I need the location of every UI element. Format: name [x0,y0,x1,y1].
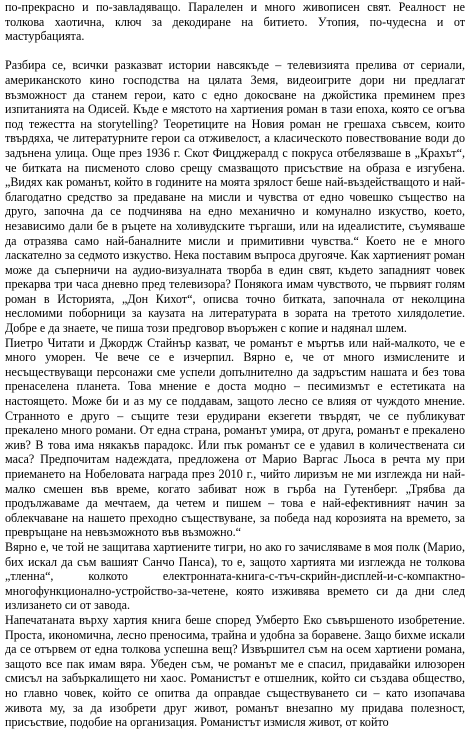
paragraph-gap [5,44,465,59]
paragraph-5: Напечатаната върху хартия книга беше според Умберто Еко съвършеното изобретение. Проста, икономична, лесно преносима, трайна и удобна за боравене. Защо бихме искали да се отървем от една толкова успешна вещ? Извършител съм на осем хартиени романа, защото все пак имам вяра. Убеден съм, че романът ме е спасил, придавайки илюзорен смисъл на забъркалището ни хаос. Романистът е отшелник, който си създава общество, но главно човек, който се опитва да оправдае съществуването си – като изопачава живота му, за да изобрети друг живот, романът внезапно му придава полезност, присъствие, подобие на организация. Романистът измисля живот, от който [5,612,465,730]
paragraph-2: Разбира се, всички разказват истории навсякъде – телевизията прелива от сериали, американското кино господства на цялата Земя, видеоигрите дори ни предлагат възможност да станем герои, като с едно докосване на джойстика преминем през изпитанията на Одисей. Къде е мястото на хартиения роман в тази епоха, която се огъва под тежестта на storytelling? Теоретиците на Новия роман не грешаха съвсем, които твърдяха, че литературните герои са отживелост, а класическото повествование води до задънена улица. Още през 1936 г. Скот Фицджералд с покруса отбелязваше в „Крахът“, че битката на писменото слово срещу смазващото присъствие на образа е изгубена. „Видях как романът, който в годините на моята зрялост беше най-въздействащото и най-благодатно средство за предаване на мисли и чувства от едно човешко същество на друго, започна да се подчинява на едно механично и комунално изкуство, което, независимо дали бе в ръцете на холивудските търгаши, или на идеалистите, съумяваше да отразява само най-баналните мисли и примитивни чувства.“ Което не е много ласкателно за седмото изкуство. Нека поставим въпроса другояче. Как хартиеният роман може да съперничи на аудио-визуалната творба в един свят, където западният човек прекарва три часа дневно пред телевизора? Понякога имам чувството, че първият голям роман в Историята, „Дон Кихот“, описва точно битката, започнала от неколцина несломими поборници за каузата на литературата в зората на третото хилядолетие. Добре е да знаете, че пиша този предговор въоръжен с копие и надянал шлем. [5,58,465,336]
paragraph-3: Пиетро Читати и Джордж Стайнър казват, че романът е мъртъв или най-малкото, че е много уморен. Че вече се е изчерпил. Вярно е, че от много измислените и несъществуващи персонажи сме успели допълнително да задръстим нашата и без това пренаселена планета. Това мнение е доста модно – песимизмът е естетиката на настоящето. Може би и аз му се поддавам, защото лесно се влияя от чуждото мнение. Странното е друго – същите тези ерудирани екзегети твърдят, че се публикуват прекалено много романи. От една страна, романът умира, от друга, романът е прекалено жив? В това има някакъв парадокс. Или пък романът се е удавил в количествената си маса? Предпочитам надеждата, предложена от Марио Варгас Льоса в речта му при приемането на Нобеловата награда през 2010 г., чийто лиризъм не ми изглежда ни най-малко смешен във време, когато забиват нож в гърба на Гутенберг. „Трябва да продължаваме да мечтаем, да четем и пишем – това е най-ефективният начин за облекчаване на нашето преходно съществуване, за победа над корозията на времето, за превръщане на невъзможното във възможно.“ [5,335,465,540]
paragraph-4: Вярно е, че той не защитава хартиените тигри, но ако го зачисляваме в моя полк (Марио, бих искал да съм вашият Санчо Панса), то е, защото хартията ми изглежда не толкова „тленна“, колкото електронната-книга-с-тъч-скрийн-дисплей-и-с-компактно-многофункционално-устройство-за-четене, която изживява времето си да дни след излизането си от завода. [5,539,465,613]
paragraph-1: по-прекрасно и по-завладяващо. Паралелен и много живописен свят. Реалност не толкова хаотична, ключ за декодиране на битието. Утопия, по-чудесна и от мастурбацията. [5,0,465,44]
